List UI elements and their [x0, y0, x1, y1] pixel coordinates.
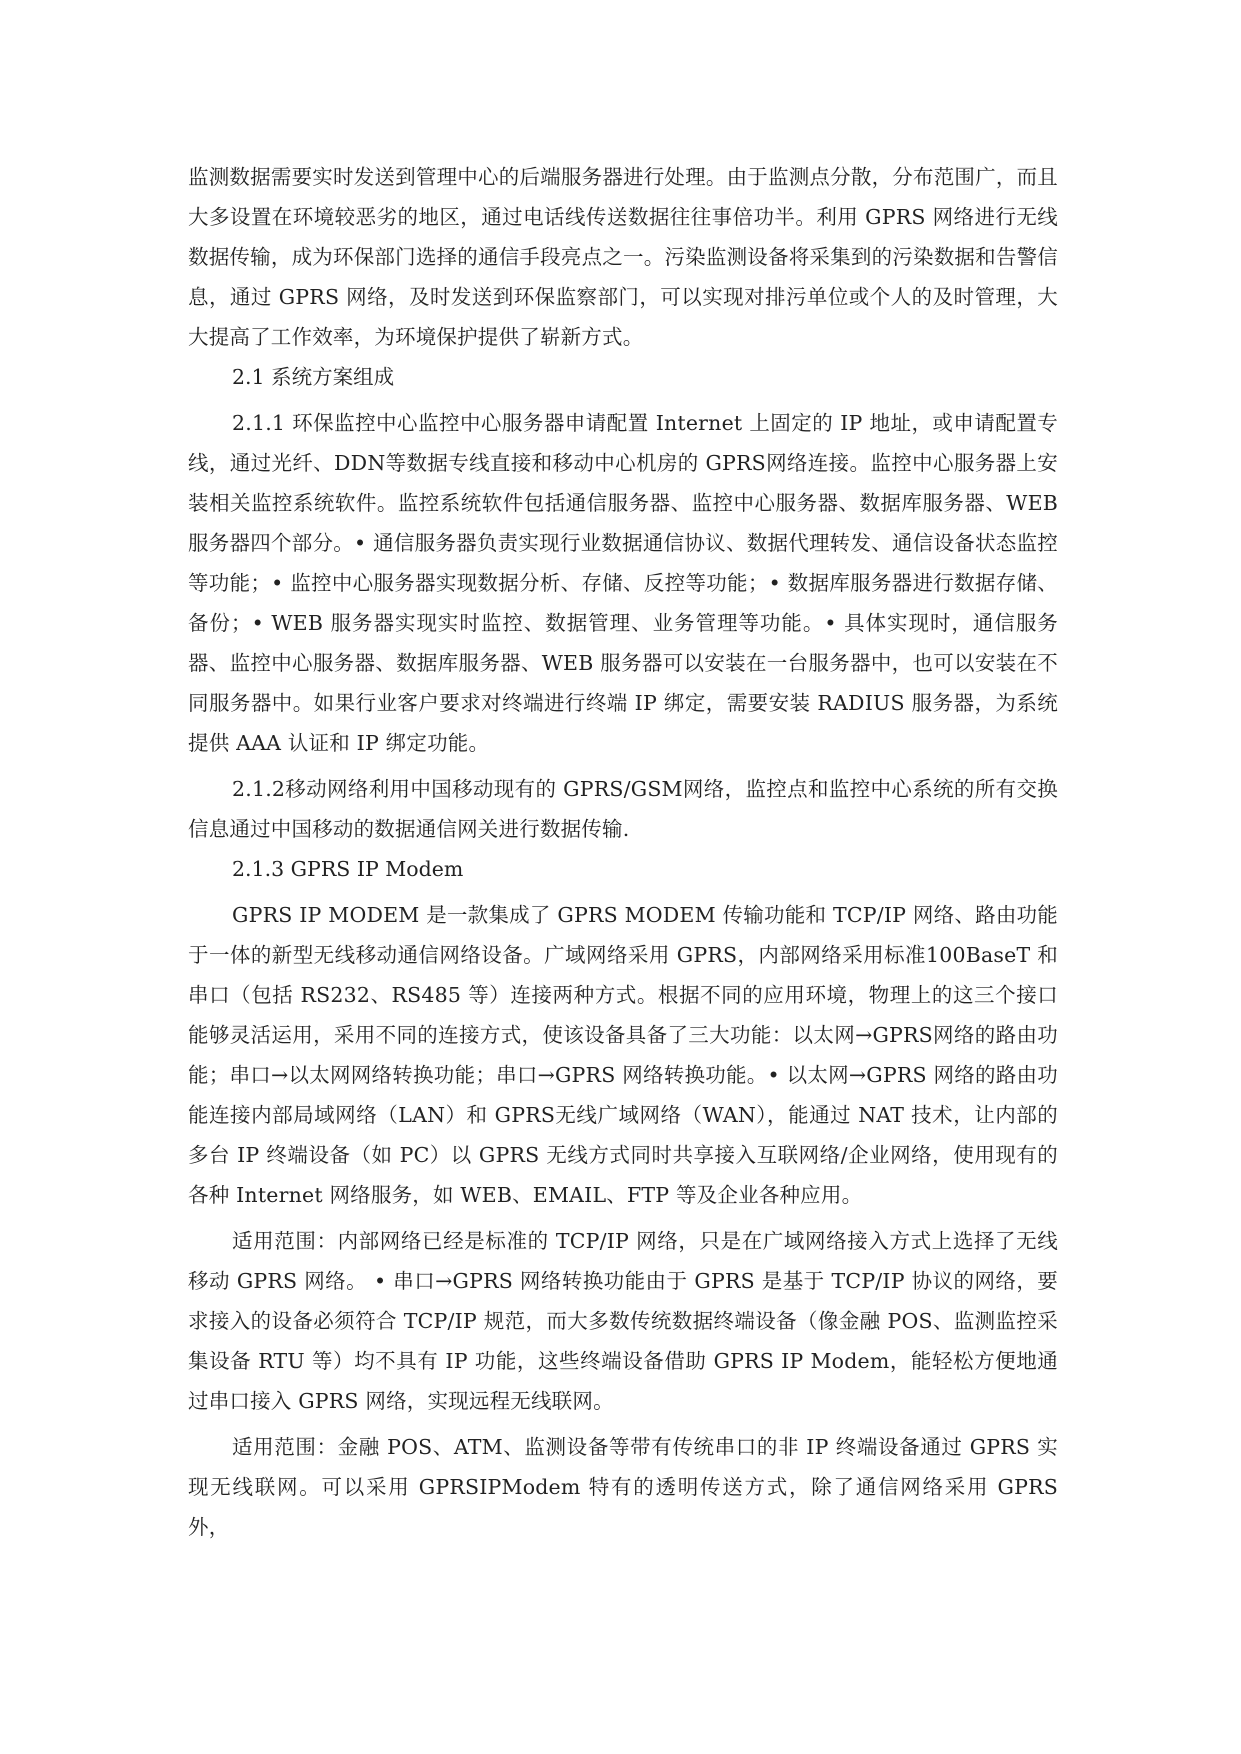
paragraph-scope-1: 适用范围：内部网络已经是标准的 TCP/IP 网络，只是在广域网络接入方式上选择了无线移动 GPRS 网络。 • 串口→GPRS 网络转换功能由于 GPRS 是基于 TCP/IP 协议的网络，要求接入的设备必须符合 TCP/IP 规范，而大多数传统数据终端设备（像金融 POS、监测监控采集设备 RTU 等）均不具有 IP 功能，这些终端设备借助 GPRS IP Modem，能轻松方便地通过串口接入 GPRS 网络，实现远程无线联网。: [188, 1229, 1058, 1413]
paragraph-2-1-2: 2.1.2移动网络利用中国移动现有的 GPRS/GSM网络，监控点和监控中心系统的所有交换信息通过中国移动的数据通信网关进行数据传输.: [188, 777, 1058, 841]
section-heading-2-1: 2.1 系统方案组成: [232, 365, 395, 389]
section-heading-2-1-3: 2.1.3 GPRS IP Modem: [232, 857, 464, 881]
paragraph-intro: 监测数据需要实时发送到管理中心的后端服务器进行处理。由于监测点分散，分布范围广，而且大多设置在环境较恶劣的地区，通过电话线传送数据往往事倍功半。利用 GPRS 网络进行无线数据传输，成为环保部门选择的通信手段亮点之一。污染监测设备将采集到的污染数据和告警信息，通过 GPRS 网络，及时发送到环保监察部门，可以实现对排污单位或个人的及时管理，大大提高了工作效率，为环境保护提供了崭新方式。: [188, 165, 1058, 349]
paragraph-2-1-1: 2.1.1 环保监控中心监控中心服务器申请配置 Internet 上固定的 IP 地址，或申请配置专线，通过光纤、DDN等数据专线直接和移动中心机房的 GPRS网络连接。监控中心服务器上安装相关监控系统软件。监控系统软件包括通信服务器、监控中心服务器、数据库服务器、WEB 服务器四个部分。• 通信服务器负责实现行业数据通信协议、数据代理转发、通信设备状态监控等功能；• 监控中心服务器实现数据分析、存储、反控等功能；• 数据库服务器进行数据存储、备份；• WEB 服务器实现实时监控、数据管理、业务管理等功能。• 具体实现时，通信服务器、监控中心服务器、数据库服务器、WEB 服务器可以安装在一台服务器中，也可以安装在不同服务器中。如果行业客户要求对终端进行终端 IP 绑定，需要安装 RADIUS 服务器，为系统提供 AAA 认证和 IP 绑定功能。: [188, 411, 1058, 755]
paragraph-gprs-modem: GPRS IP MODEM 是一款集成了 GPRS MODEM 传输功能和 TCP/IP 网络、路由功能于一体的新型无线移动通信网络设备。广域网络采用 GPRS，内部网络采用标准100BaseT 和串口（包括 RS232、RS485 等）连接两种方式。根据不同的应用环境，物理上的这三个接口能够灵活运用，采用不同的连接方式，使该设备具备了三大功能：以太网→GPRS网络的路由功能；串口→以太网网络转换功能；串口→GPRS 网络转换功能。• 以太网→GPRS 网络的路由功能连接内部局域网络（LAN）和 GPRS无线广域网络（WAN），能通过 NAT 技术，让内部的多台 IP 终端设备（如 PC）以 GPRS 无线方式同时共享接入互联网络/企业网络，使用现有的各种 Internet 网络服务，如 WEB、EMAIL、FTP 等及企业各种应用。: [188, 903, 1058, 1207]
document-page: [188, 157, 1058, 1547]
paragraph-scope-2: 适用范围：金融 POS、ATM、监测设备等带有传统串口的非 IP 终端设备通过 GPRS 实现无线联网。可以采用 GPRSIPModem 特有的透明传送方式，除了通信网络采用 GPRS 外，: [188, 1435, 1058, 1539]
